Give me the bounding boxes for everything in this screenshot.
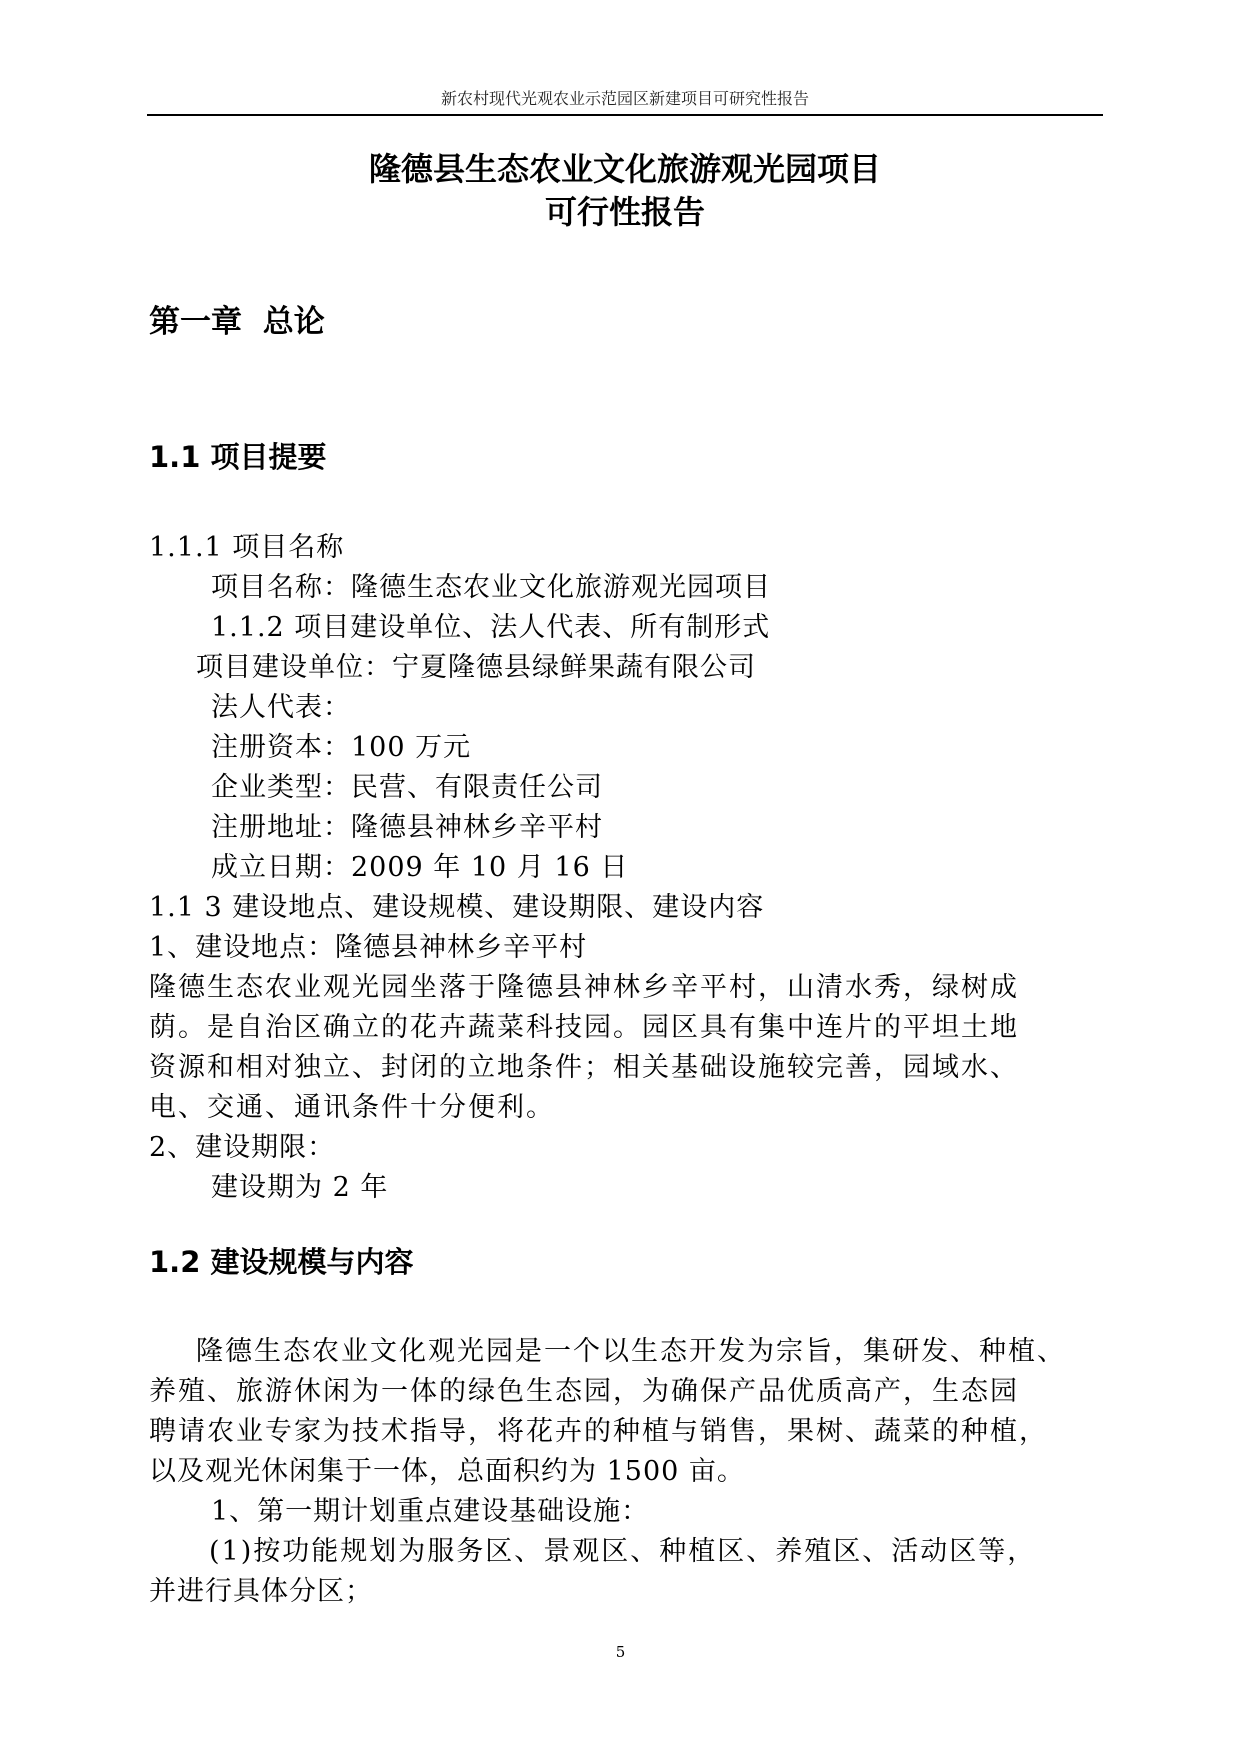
scale-paragraph-line-1: 隆德生态农业文化观光园是一个以生态开发为宗旨，集研发、种植、 <box>196 1336 1066 1367</box>
page-number: 5 <box>615 1643 626 1661</box>
construction-period-label: 2、建设期限： <box>149 1132 336 1163</box>
phase-one-label: 1、第一期计划重点建设基础设施： <box>211 1496 650 1527</box>
construction-period-value: 建设期为 2 年 <box>211 1172 389 1203</box>
header-rule <box>147 114 1103 116</box>
location-paragraph-line-2: 荫。是自治区确立的花卉蔬菜科技园。园区具有集中连片的平坦土地 <box>149 1012 1019 1043</box>
founding-date-line: 成立日期：2009 年 10 月 16 日 <box>211 852 629 883</box>
location-paragraph-line-3: 资源和相对独立、封闭的立地条件；相关基础设施较完善，园域水、 <box>149 1052 1019 1083</box>
subsection-1-1-3: 1.1 3 建设地点、建设规模、建设期限、建设内容 <box>149 892 765 923</box>
registered-capital-line: 注册资本：100 万元 <box>211 732 472 763</box>
legal-representative-line: 法人代表： <box>211 692 351 723</box>
section-heading-1-1: 1.1 项目提要 <box>149 440 327 474</box>
construction-unit-line: 项目建设单位：宁夏隆德县绿鲜果蔬有限公司 <box>196 652 756 683</box>
running-header: 新农村现代光观农业示范园区新建项目可研究性报告 <box>440 89 809 108</box>
subsection-1-1-1: 1.1.1 项目名称 <box>149 532 345 563</box>
scale-paragraph-line-2: 养殖、旅游休闲为一体的绿色生态园，为确保产品优质高产，生态园 <box>149 1376 1019 1407</box>
location-paragraph-line-4: 电、交通、通讯条件十分便利。 <box>149 1092 555 1123</box>
construction-location-line: 1、建设地点：隆德县神林乡辛平村 <box>149 932 588 963</box>
document-title-line-2: 可行性报告 <box>544 193 705 231</box>
subsection-1-1-2: 1.1.2 项目建设单位、法人代表、所有制形式 <box>211 612 771 643</box>
project-name-line: 项目名称：隆德生态农业文化旅游观光园项目 <box>211 572 771 603</box>
enterprise-type-line: 企业类型：民营、有限责任公司 <box>211 772 603 803</box>
phase-one-item-1-line-2: 并进行具体分区； <box>149 1576 373 1607</box>
scale-paragraph-line-3: 聘请农业专家为技术指导，将花卉的种植与销售，果树、蔬菜的种植， <box>149 1416 1048 1447</box>
chapter-heading: 第一章 总论 <box>149 304 325 340</box>
registered-address-line: 注册地址：隆德县神林乡辛平村 <box>211 812 603 843</box>
scale-paragraph-line-4: 以及观光休闲集于一体，总面积约为 1500 亩。 <box>149 1456 745 1487</box>
document-title-line-1: 隆德县生态农业文化旅游观光园项目 <box>368 150 881 188</box>
phase-one-item-1-line-1: (1)按功能规划为服务区、景观区、种植区、养殖区、活动区等， <box>209 1536 1037 1567</box>
section-heading-1-2: 1.2 建设规模与内容 <box>149 1245 414 1279</box>
location-paragraph-line-1: 隆德生态农业观光园坐落于隆德县神林乡辛平村，山清水秀，绿树成 <box>149 972 1019 1003</box>
